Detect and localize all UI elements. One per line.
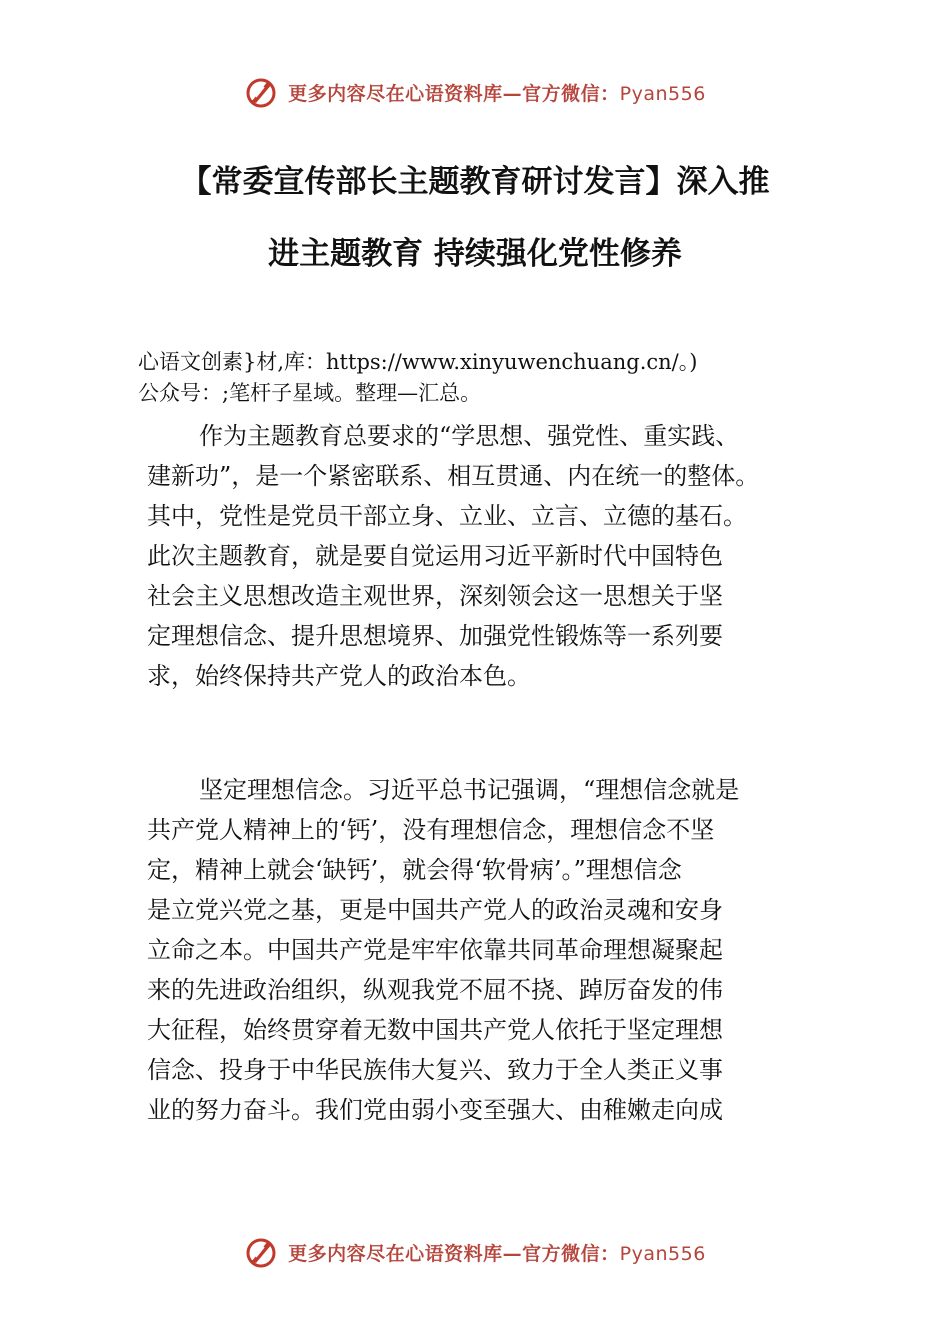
paragraph-line: 其中，党性是党员干部立身、立业、立言、立德的基石。 [147,502,747,530]
header-banner [0,70,950,114]
paragraph-line: 求，始终保持共产党人的政治本色。 [147,662,531,690]
paragraph-line: 立命之本。中国共产党是牢牢依靠共同革命理想凝聚起 [147,936,723,964]
paragraph-1 [147,416,819,696]
paragraph-line: 建新功”，是一个紧密联系、相互贯通、内在统一的整体。 [147,462,760,490]
paragraph-line: 作为主题教育总要求的“学思想、强党性、重实践、 [199,422,740,450]
paragraph-2 [147,770,819,1130]
footer-banner [0,1230,950,1274]
wechat-id: Pyan556 [619,1242,706,1265]
paragraph-line: 是立党兴党之基，更是中国共产党人的政治灵魂和安身 [147,896,723,924]
paragraph-line: 此次主题教育，就是要自觉运用习近平新时代中国特色 [147,542,723,570]
banner-text [288,1239,706,1266]
source-line: 心语文创素}材,库：https://www.xinyuwenchuang.cn/。) [138,350,698,374]
banner-text [288,79,706,106]
paragraph-line: 大征程，始终贯穿着无数中国共产党人依托于坚定理想 [147,1016,723,1044]
paragraph-line: 定，精神上就会‘缺钙’，就会得‘软骨病’。”理想信念 [147,856,682,884]
paragraph-line: 信念、投身于中华民族伟大复兴、致力于全人类正义事 [147,1056,723,1084]
quill-pen-logo-icon [244,1235,278,1269]
account-line: 公众号：;笔杆子星域。整理—汇总。 [138,381,482,405]
quill-pen-logo-icon [244,75,278,109]
paragraph-line: 坚定理想信念。习近平总书记强调，“理想信念就是 [199,776,740,804]
paragraph-line: 来的先进政治组织，纵观我党不屈不挠、踔厉奋发的伟 [147,976,723,1004]
document-title-line-2: 进主题教育 持续强化党性修养 [268,236,682,272]
paragraph-line: 共产党人精神上的‘钙’，没有理想信念，理想信念不坚 [147,816,715,844]
paragraph-line: 业的努力奋斗。我们党由弱小变至强大、由稚嫩走向成 [147,1096,723,1124]
document-title-line-1: 【常委宣传部长主题教育研讨发言】深入推 [180,164,770,200]
wechat-id: Pyan556 [619,82,706,105]
banner-label: 更多内容尽在心语资料库—官方微信： [288,1242,620,1265]
paragraph-line: 社会主义思想改造主观世界，深刻领会这一思想关于坚 [147,582,723,610]
banner-label: 更多内容尽在心语资料库—官方微信： [288,82,620,105]
paragraph-line: 定理想信念、提升思想境界、加强党性锻炼等一系列要 [147,622,723,650]
